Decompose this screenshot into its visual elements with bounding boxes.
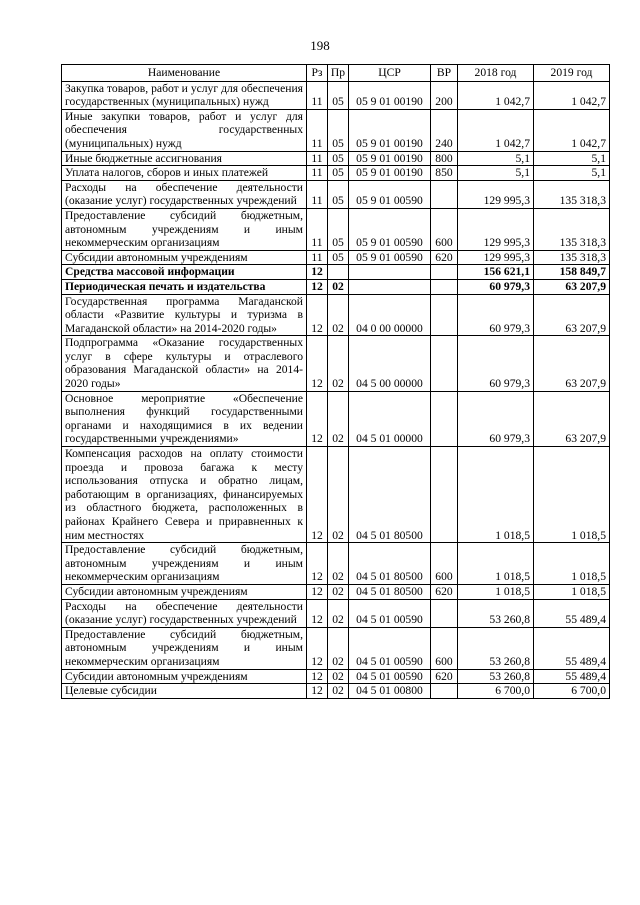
cell-2018: 1 018,5 xyxy=(458,584,534,599)
cell-rz: 12 xyxy=(307,543,328,585)
cell-name: Предоставление субсидий бюджетным, автономным учреждениям и иным некоммерческим организациям xyxy=(62,543,307,585)
cell-csr: 04 5 01 80500 xyxy=(349,543,431,585)
cell-pr: 05 xyxy=(328,180,349,208)
cell-name: Субсидии автономным учреждениям xyxy=(62,669,307,684)
cell-2018: 60 979,3 xyxy=(458,336,534,391)
cell-pr: 02 xyxy=(328,391,349,446)
table-row xyxy=(62,627,610,669)
table-row xyxy=(62,265,610,280)
cell-pr: 02 xyxy=(328,669,349,684)
cell-2018: 60 979,3 xyxy=(458,279,534,294)
cell-rz: 12 xyxy=(307,584,328,599)
cell-2018: 1 042,7 xyxy=(458,81,534,109)
table-row xyxy=(62,336,610,391)
table-row xyxy=(62,166,610,181)
cell-pr: 05 xyxy=(328,81,349,109)
header-2018: 2018 год xyxy=(458,65,534,82)
cell-csr: 05 9 01 00590 xyxy=(349,180,431,208)
cell-csr: 05 9 01 00190 xyxy=(349,109,431,151)
table-row xyxy=(62,584,610,599)
header-2019: 2019 год xyxy=(534,65,610,82)
cell-rz: 11 xyxy=(307,151,328,166)
cell-name: Иные бюджетные ассигнования xyxy=(62,151,307,166)
cell-2019: 5,1 xyxy=(534,151,610,166)
table-row xyxy=(62,599,610,627)
cell-2019: 55 489,4 xyxy=(534,627,610,669)
cell-2018: 5,1 xyxy=(458,151,534,166)
cell-vr xyxy=(431,447,458,543)
table-row xyxy=(62,669,610,684)
cell-csr: 04 5 00 00000 xyxy=(349,336,431,391)
cell-2018: 129 995,3 xyxy=(458,180,534,208)
cell-pr xyxy=(328,265,349,280)
cell-csr: 05 9 01 00590 xyxy=(349,208,431,250)
cell-rz: 11 xyxy=(307,208,328,250)
cell-rz: 12 xyxy=(307,391,328,446)
cell-2018: 1 018,5 xyxy=(458,543,534,585)
cell-vr xyxy=(431,279,458,294)
cell-name: Предоставление субсидий бюджетным, автономным учреждениям и иным некоммерческим организациям xyxy=(62,627,307,669)
cell-vr: 620 xyxy=(431,584,458,599)
cell-rz: 12 xyxy=(307,294,328,336)
cell-2019: 158 849,7 xyxy=(534,265,610,280)
cell-vr xyxy=(431,599,458,627)
cell-rz: 12 xyxy=(307,684,328,699)
cell-csr: 04 5 01 00590 xyxy=(349,627,431,669)
header-csr: ЦСР xyxy=(349,65,431,82)
header-rz: Рз xyxy=(307,65,328,82)
cell-vr xyxy=(431,180,458,208)
cell-csr: 05 9 01 00190 xyxy=(349,151,431,166)
cell-vr xyxy=(431,294,458,336)
cell-rz: 12 xyxy=(307,447,328,543)
cell-2018: 1 042,7 xyxy=(458,109,534,151)
cell-csr xyxy=(349,265,431,280)
cell-vr: 600 xyxy=(431,543,458,585)
cell-pr: 05 xyxy=(328,250,349,265)
cell-pr: 05 xyxy=(328,151,349,166)
budget-table xyxy=(61,64,610,699)
cell-rz: 11 xyxy=(307,109,328,151)
cell-2019: 1 042,7 xyxy=(534,81,610,109)
cell-2018: 53 260,8 xyxy=(458,669,534,684)
cell-csr: 04 5 01 00590 xyxy=(349,669,431,684)
table-row xyxy=(62,250,610,265)
cell-2019: 135 318,3 xyxy=(534,250,610,265)
cell-pr: 02 xyxy=(328,627,349,669)
cell-vr xyxy=(431,391,458,446)
cell-2018: 1 018,5 xyxy=(458,447,534,543)
table-row xyxy=(62,391,610,446)
cell-pr: 02 xyxy=(328,543,349,585)
header-vr: ВР xyxy=(431,65,458,82)
cell-pr: 02 xyxy=(328,447,349,543)
cell-vr xyxy=(431,684,458,699)
cell-rz: 11 xyxy=(307,81,328,109)
cell-pr: 02 xyxy=(328,294,349,336)
cell-2018: 60 979,3 xyxy=(458,294,534,336)
cell-vr: 620 xyxy=(431,250,458,265)
cell-2019: 6 700,0 xyxy=(534,684,610,699)
cell-name: Иные закупки товаров, работ и услуг для обеспечения государственных (муниципальных) нужд xyxy=(62,109,307,151)
cell-csr: 04 5 01 00800 xyxy=(349,684,431,699)
table-row xyxy=(62,279,610,294)
cell-name: Компенсация расходов на оплату стоимости проезда и провоза багажа к месту использования отпуска и обратно лицам, работающим в организациях, финансируемых из областного бюджета, расположенных в районах Крайнего Севера и приравненных к ним местностях xyxy=(62,447,307,543)
cell-rz: 12 xyxy=(307,669,328,684)
cell-pr: 05 xyxy=(328,109,349,151)
cell-2019: 55 489,4 xyxy=(534,599,610,627)
cell-name: Подпрограмма «Оказание государственных услуг в сфере культуры и отраслевого образования Магаданской области» на 2014-2020 годы» xyxy=(62,336,307,391)
cell-name: Государственная программа Магаданской области «Развитие культуры и туризма в Магаданской области» на 2014-2020 годы» xyxy=(62,294,307,336)
cell-2019: 63 207,9 xyxy=(534,279,610,294)
table-row xyxy=(62,151,610,166)
cell-pr: 05 xyxy=(328,208,349,250)
cell-name: Субсидии автономным учреждениям xyxy=(62,584,307,599)
cell-csr: 04 5 01 00590 xyxy=(349,599,431,627)
header-name: Наименование xyxy=(62,65,307,82)
table-row xyxy=(62,543,610,585)
cell-2019: 1 042,7 xyxy=(534,109,610,151)
cell-csr xyxy=(349,279,431,294)
cell-csr: 05 9 01 00190 xyxy=(349,81,431,109)
cell-pr: 05 xyxy=(328,166,349,181)
cell-pr: 02 xyxy=(328,584,349,599)
cell-rz: 11 xyxy=(307,180,328,208)
cell-pr: 02 xyxy=(328,684,349,699)
cell-pr: 02 xyxy=(328,279,349,294)
cell-rz: 12 xyxy=(307,599,328,627)
cell-vr xyxy=(431,336,458,391)
header-row xyxy=(62,65,610,82)
cell-name: Расходы на обеспечение деятельности (оказание услуг) государственных учреждений xyxy=(62,599,307,627)
cell-rz: 12 xyxy=(307,336,328,391)
cell-csr: 04 0 00 00000 xyxy=(349,294,431,336)
cell-2018: 6 700,0 xyxy=(458,684,534,699)
cell-csr: 04 5 01 80500 xyxy=(349,584,431,599)
cell-2018: 60 979,3 xyxy=(458,391,534,446)
cell-name: Закупка товаров, работ и услуг для обеспечения государственных (муниципальных) нужд xyxy=(62,81,307,109)
cell-pr: 02 xyxy=(328,599,349,627)
table-row xyxy=(62,208,610,250)
cell-vr: 200 xyxy=(431,81,458,109)
cell-2018: 129 995,3 xyxy=(458,208,534,250)
table-row xyxy=(62,684,610,699)
cell-2019: 5,1 xyxy=(534,166,610,181)
cell-vr: 240 xyxy=(431,109,458,151)
cell-rz: 12 xyxy=(307,627,328,669)
header-pr: Пр xyxy=(328,65,349,82)
cell-name: Целевые субсидии xyxy=(62,684,307,699)
cell-name: Субсидии автономным учреждениям xyxy=(62,250,307,265)
cell-2018: 53 260,8 xyxy=(458,599,534,627)
cell-rz: 11 xyxy=(307,250,328,265)
cell-2019: 135 318,3 xyxy=(534,208,610,250)
cell-vr: 850 xyxy=(431,166,458,181)
cell-2018: 53 260,8 xyxy=(458,627,534,669)
cell-rz: 12 xyxy=(307,279,328,294)
cell-2019: 1 018,5 xyxy=(534,543,610,585)
cell-vr: 600 xyxy=(431,208,458,250)
cell-2018: 156 621,1 xyxy=(458,265,534,280)
table-row xyxy=(62,109,610,151)
cell-name: Средства массовой информации xyxy=(62,265,307,280)
table-row xyxy=(62,294,610,336)
cell-2019: 1 018,5 xyxy=(534,584,610,599)
cell-name: Предоставление субсидий бюджетным, автономным учреждениям и иным некоммерческим организациям xyxy=(62,208,307,250)
cell-csr: 04 5 01 00000 xyxy=(349,391,431,446)
cell-name: Основное мероприятие «Обеспечение выполнения функций государственными органами и находящимися в их ведении государственными учреждениями» xyxy=(62,391,307,446)
cell-rz: 11 xyxy=(307,166,328,181)
cell-2019: 55 489,4 xyxy=(534,669,610,684)
cell-csr: 05 9 01 00190 xyxy=(349,166,431,181)
cell-vr: 620 xyxy=(431,669,458,684)
cell-vr xyxy=(431,265,458,280)
cell-2019: 63 207,9 xyxy=(534,294,610,336)
cell-name: Периодическая печать и издательства xyxy=(62,279,307,294)
cell-2018: 5,1 xyxy=(458,166,534,181)
cell-csr: 04 5 01 80500 xyxy=(349,447,431,543)
cell-2019: 63 207,9 xyxy=(534,391,610,446)
cell-2019: 63 207,9 xyxy=(534,336,610,391)
table-body xyxy=(62,81,610,698)
cell-2019: 135 318,3 xyxy=(534,180,610,208)
cell-2019: 1 018,5 xyxy=(534,447,610,543)
cell-csr: 05 9 01 00590 xyxy=(349,250,431,265)
cell-2018: 129 995,3 xyxy=(458,250,534,265)
page-number: 198 xyxy=(310,38,330,53)
table-row xyxy=(62,81,610,109)
cell-name: Расходы на обеспечение деятельности (оказание услуг) государственных учреждений xyxy=(62,180,307,208)
cell-name: Уплата налогов, сборов и иных платежей xyxy=(62,166,307,181)
table-row xyxy=(62,180,610,208)
cell-vr: 800 xyxy=(431,151,458,166)
cell-pr: 02 xyxy=(328,336,349,391)
table-row xyxy=(62,447,610,543)
cell-vr: 600 xyxy=(431,627,458,669)
cell-rz: 12 xyxy=(307,265,328,280)
